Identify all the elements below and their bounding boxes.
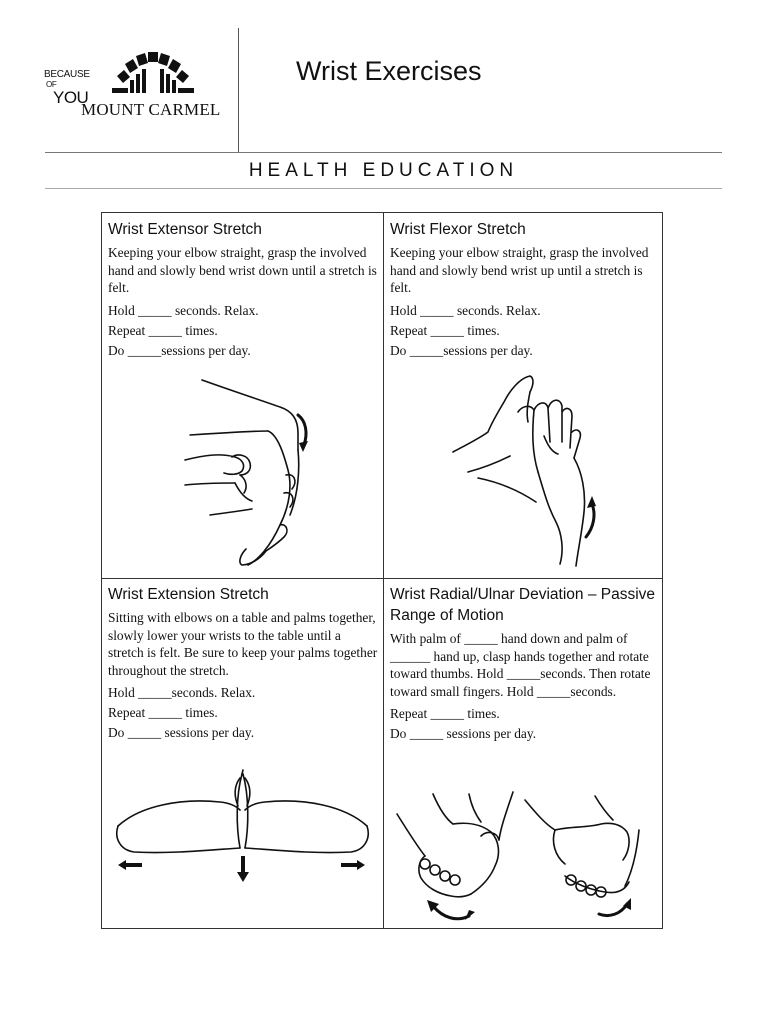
exercise-title: Wrist Extension Stretch [108,586,269,603]
section-heading: HEALTH EDUCATION [248,160,519,181]
grid-divider-vertical [383,212,384,929]
exercise-hold: Hold _____ seconds. Relax. [390,302,541,318]
header-divider [238,28,239,152]
exercise-hold: Hold _____seconds. Relax. [108,685,256,700]
wrist-flexor-stretch-drawing [448,372,598,567]
exercise-card-flexor-stretch [390,219,660,361]
arch-logo-icon [112,50,194,94]
exercise-repeat: Repeat _____ times. [108,322,218,338]
header-rule-bottom [45,188,722,189]
exercise-card-extensor-stretch [108,219,378,361]
header-rule-top [45,152,722,153]
exercise-repeat: Repeat _____ times. [390,706,500,721]
logo-name: MOUNT CARMEL [81,100,221,119]
exercise-sessions: Do _____sessions per day. [108,342,251,358]
wrist-extension-stretch-drawing [110,766,375,886]
exercise-description: Keeping your elbow straight, grasp the involved hand and slowly bend wrist down until a stretch is felt. [108,245,377,295]
exercise-title: Wrist Extensor Stretch [108,221,262,238]
wrist-deviation-drawing [395,790,645,930]
exercise-title: Wrist Radial/Ulnar Deviation – Passive Range of Motion [390,586,656,624]
page-title: Wrist Exercises [296,56,482,86]
exercise-hold: Hold _____ seconds. Relax. [108,302,259,318]
exercise-sessions: Do _____sessions per day. [390,342,533,358]
grid-divider-horizontal [101,578,663,579]
exercise-title: Wrist Flexor Stretch [390,221,526,238]
exercise-repeat: Repeat _____ times. [108,705,218,720]
exercise-sessions: Do _____ sessions per day. [108,725,255,740]
exercise-card-radial-ulnar-deviation [390,584,660,744]
logo-tagline-you: YOU [53,88,89,107]
exercise-description: Sitting with elbows on a table and palms together, slowly lower your wrists to the table until a stretch is felt. Be sure to keep your palms together throughout the stretch. [108,610,378,678]
logo-tagline-of: OF [46,80,57,89]
wrist-extensor-stretch-drawing [180,375,320,570]
mount-carmel-logo [44,48,234,128]
logo-tagline-because: BECAUSE [44,69,90,80]
exercise-repeat: Repeat _____ times. [390,322,500,338]
exercise-description: Keeping your elbow straight, grasp the involved hand and slowly bend wrist up until a stretch is felt. [390,245,649,295]
exercise-description: With palm of _____ hand down and palm of ______ hand up, clasp hands together and rotate toward thumbs. Hold _____seconds. Then rotate toward small fingers. Hold _____seconds. [390,631,651,699]
exercise-card-extension-stretch [108,584,378,743]
exercise-sessions: Do _____ sessions per day. [390,726,537,741]
